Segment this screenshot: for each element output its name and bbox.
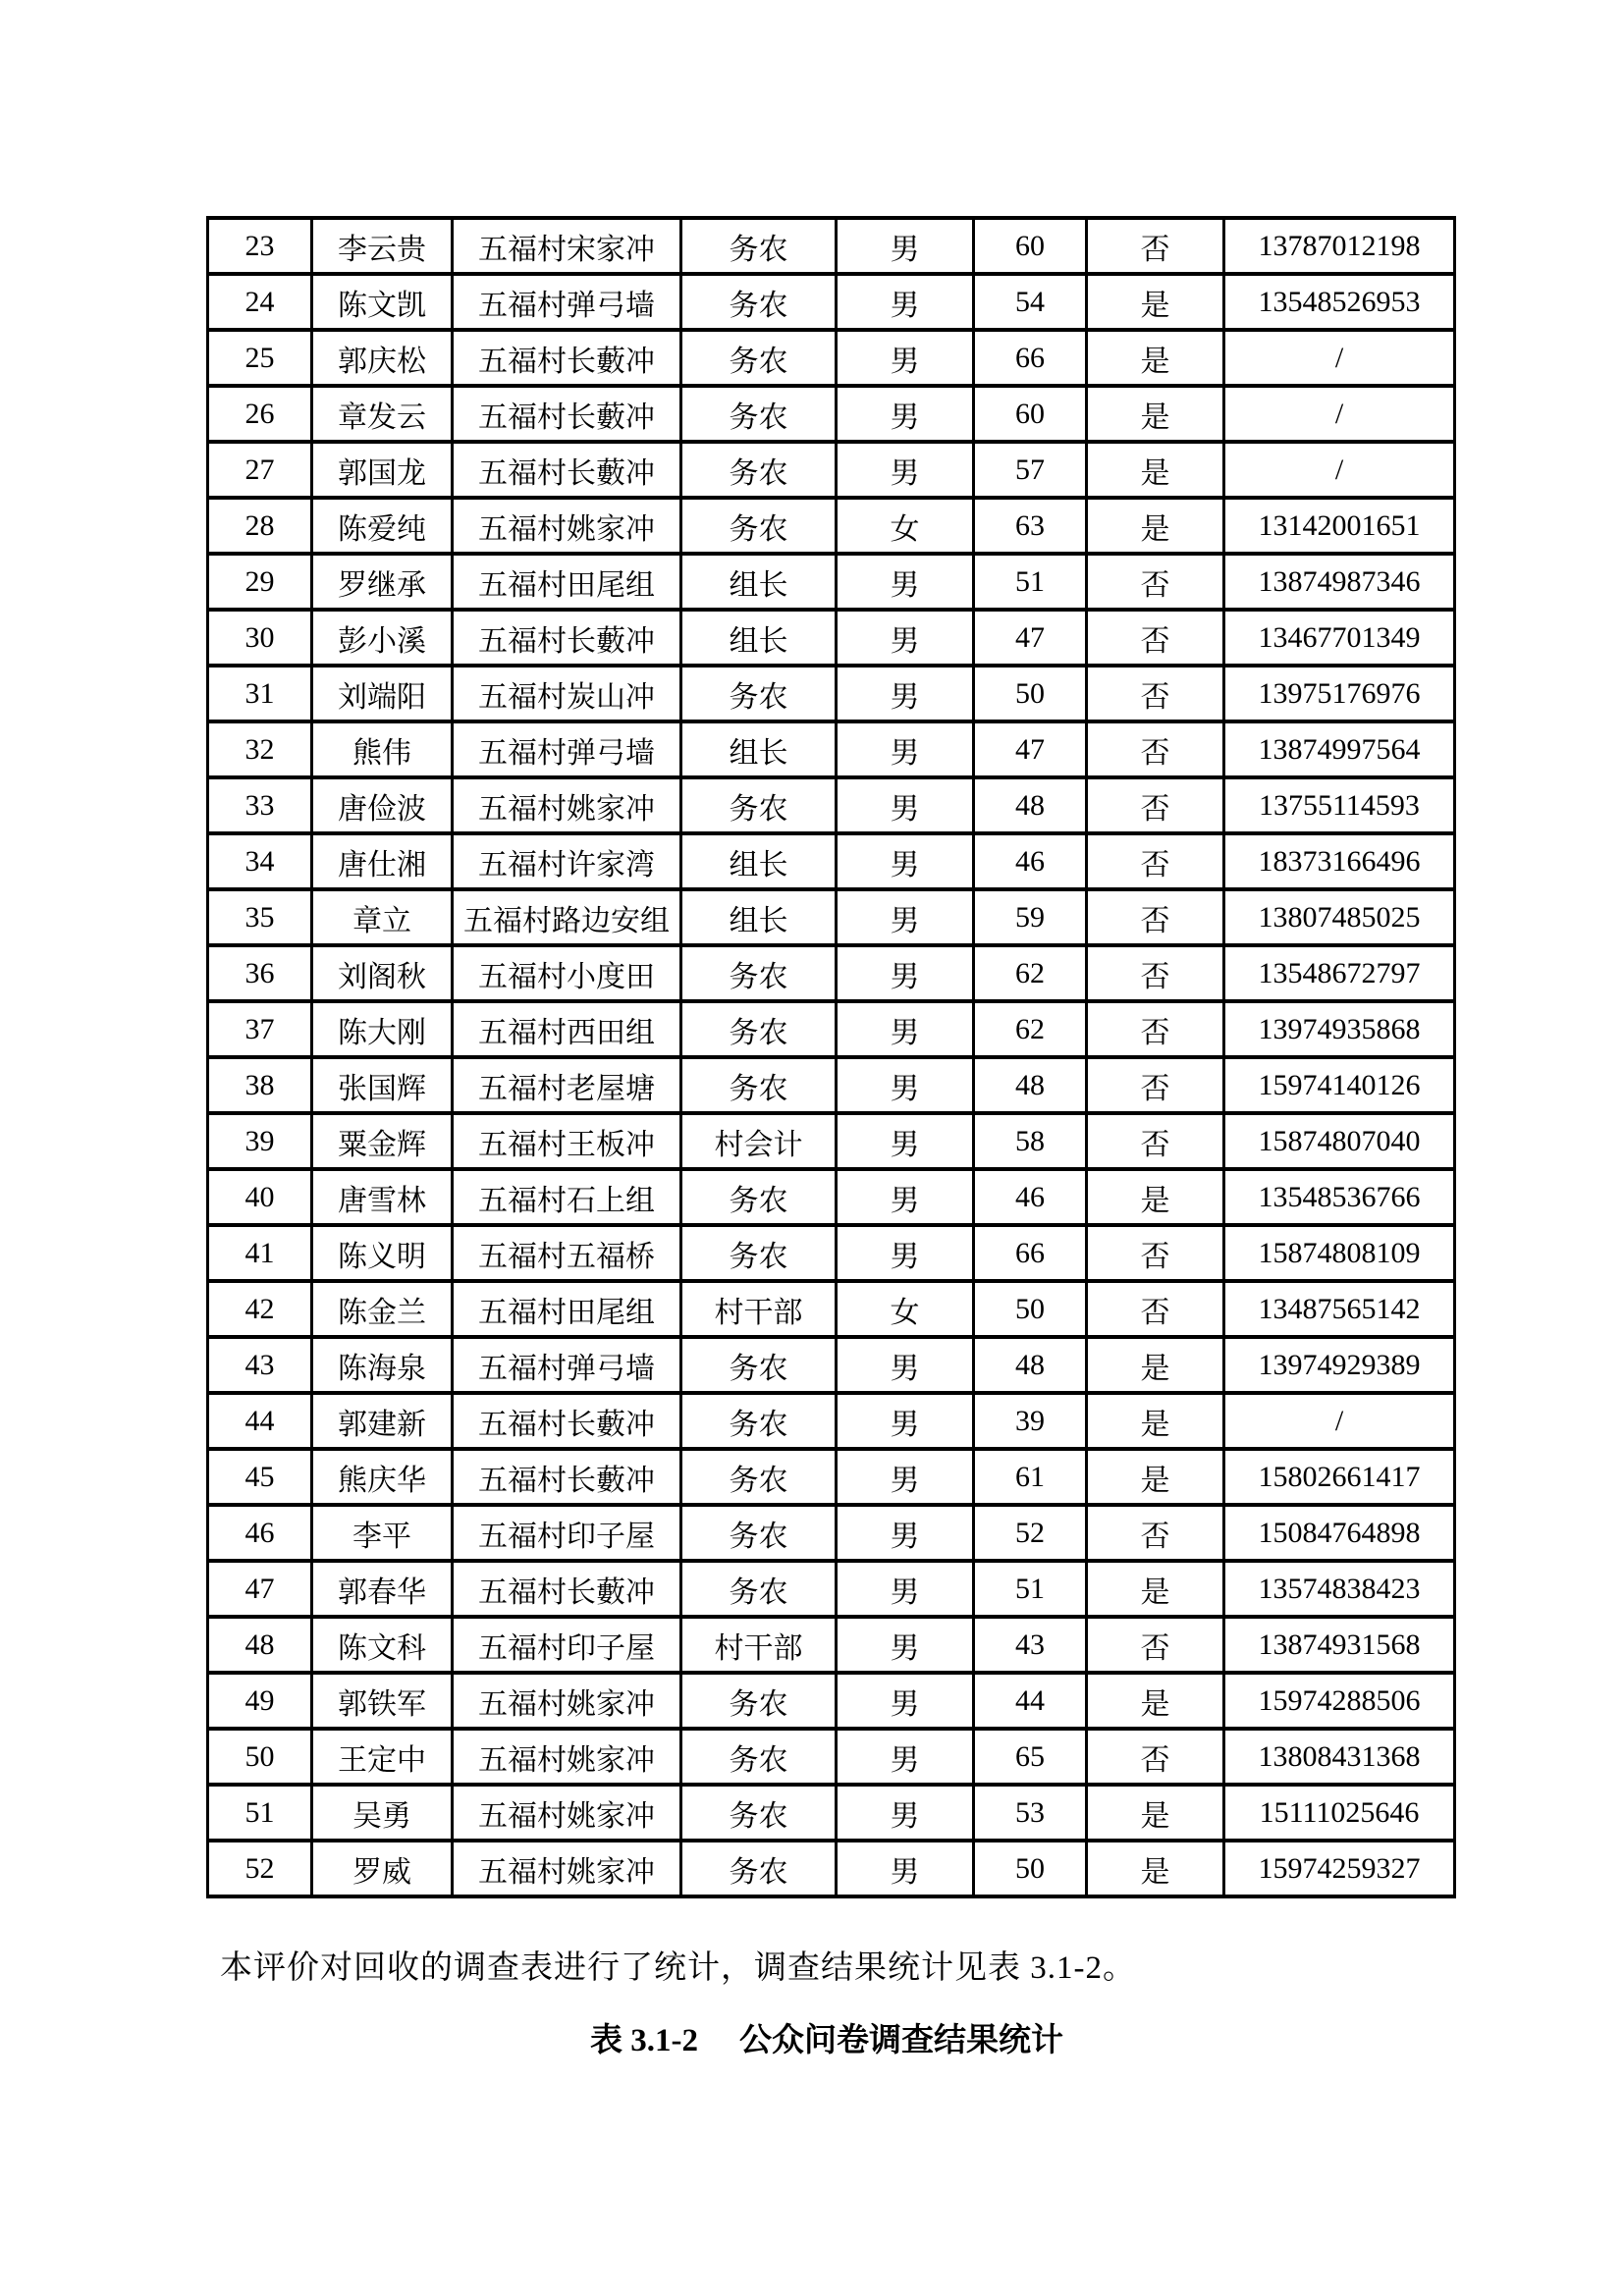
table-cell: 男 [837,386,974,442]
table-caption-title: 公众问卷调查结果统计 [739,2023,1063,2058]
table-cell: 务农 [681,330,837,386]
table-cell: 否 [1087,1505,1224,1561]
table-cell: / [1224,386,1455,442]
table-row [208,498,1455,554]
table-cell: 否 [1087,833,1224,889]
table-cell: 五福村姚家冲 [453,777,681,833]
table-cell: / [1224,330,1455,386]
table-cell: 五福村长藪冲 [453,442,681,498]
table-cell: 五福村西田组 [453,1001,681,1057]
table-cell: 是 [1087,442,1224,498]
table-cell: 务农 [681,1785,837,1841]
table-cell: 男 [837,1505,974,1561]
table-row [208,1841,1455,1896]
table-cell: 是 [1087,1561,1224,1617]
table-cell: 五福村老屋塘 [453,1057,681,1113]
table-cell: 29 [208,554,312,610]
table-cell: 五福村长藪冲 [453,1449,681,1505]
table-cell: 五福村王板冲 [453,1113,681,1169]
table-cell: 47 [208,1561,312,1617]
table-row [208,1393,1455,1449]
table-cell: 男 [837,218,974,274]
table-cell: 男 [837,1393,974,1449]
table-cell: 务农 [681,1729,837,1785]
table-cell: 郭庆松 [312,330,453,386]
table-cell: 44 [974,1673,1087,1729]
table-cell: 五福村田尾组 [453,554,681,610]
table-row [208,554,1455,610]
table-cell: 男 [837,1673,974,1729]
table-cell: 男 [837,330,974,386]
table-cell: 13807485025 [1224,889,1455,945]
table-cell: 43 [974,1617,1087,1673]
table-cell: 五福村炭山冲 [453,666,681,721]
table-row [208,1729,1455,1785]
table-cell: 13874987346 [1224,554,1455,610]
table-cell: 唐仕湘 [312,833,453,889]
table-cell: 男 [837,833,974,889]
table-cell: 五福村姚家冲 [453,1673,681,1729]
table-cell: 50 [974,666,1087,721]
table-cell: 65 [974,1729,1087,1785]
table-cell: 25 [208,330,312,386]
table-cell: 五福村弹弓墙 [453,1337,681,1393]
table-cell: 务农 [681,1057,837,1113]
table-cell: 34 [208,833,312,889]
table-cell: 47 [974,610,1087,666]
table-cell: 男 [837,1113,974,1169]
table-cell: 五福村姚家冲 [453,1729,681,1785]
table-cell: 59 [974,889,1087,945]
table-cell: 48 [208,1617,312,1673]
table-cell: 李云贵 [312,218,453,274]
table-cell: 务农 [681,498,837,554]
table-cell: 28 [208,498,312,554]
table-cell: 刘阁秋 [312,945,453,1001]
table-row [208,1337,1455,1393]
table-cell: 15802661417 [1224,1449,1455,1505]
table-cell: 陈大刚 [312,1001,453,1057]
table-cell: 31 [208,666,312,721]
table-cell: 务农 [681,1001,837,1057]
table-cell: 是 [1087,1337,1224,1393]
table-cell: 是 [1087,274,1224,330]
table-cell: 务农 [681,777,837,833]
table-cell: 否 [1087,1001,1224,1057]
table-cell: 五福村弹弓墙 [453,274,681,330]
table-cell: 陈爱纯 [312,498,453,554]
table-cell: 50 [974,1841,1087,1896]
table-cell: 13787012198 [1224,218,1455,274]
table-cell: 是 [1087,1673,1224,1729]
table-cell: 39 [208,1113,312,1169]
table-cell: 五福村许家湾 [453,833,681,889]
table-cell: 41 [208,1225,312,1281]
table-cell: 五福村石上组 [453,1169,681,1225]
table-cell: 50 [208,1729,312,1785]
body-paragraph: 本评价对回收的调查表进行了统计，调查结果统计见表 3.1-2。 [220,1950,1136,1986]
table-row [208,442,1455,498]
table-cell: 男 [837,1057,974,1113]
table-cell: 38 [208,1057,312,1113]
table-cell: 男 [837,1729,974,1785]
table-cell: 陈义明 [312,1225,453,1281]
table-cell: 60 [974,386,1087,442]
table-cell: 24 [208,274,312,330]
table-cell: 女 [837,498,974,554]
table-cell: 13574838423 [1224,1561,1455,1617]
table-cell: 五福村长藪冲 [453,386,681,442]
table-cell: 48 [974,1057,1087,1113]
table-cell: 15974259327 [1224,1841,1455,1896]
table-cell: 15874808109 [1224,1225,1455,1281]
table-cell: 刘端阳 [312,666,453,721]
table-cell: 否 [1087,218,1224,274]
table-cell: 陈海泉 [312,1337,453,1393]
table-row [208,1225,1455,1281]
table-row [208,610,1455,666]
table-cell: 否 [1087,554,1224,610]
table-cell: 18373166496 [1224,833,1455,889]
respondent-table [206,216,1456,1898]
table-cell: 13755114593 [1224,777,1455,833]
table-cell: 15874807040 [1224,1113,1455,1169]
table-cell: 46 [208,1505,312,1561]
table-cell: 村干部 [681,1281,837,1337]
table-cell: 男 [837,274,974,330]
table-cell: 30 [208,610,312,666]
table-cell: 13548672797 [1224,945,1455,1001]
table-cell: 五福村印子屋 [453,1617,681,1673]
table-cell: 务农 [681,1673,837,1729]
table-cell: 15084764898 [1224,1505,1455,1561]
table-cell: 务农 [681,1169,837,1225]
table-cell: 60 [974,218,1087,274]
table-cell: 唐俭波 [312,777,453,833]
table-cell: 组长 [681,610,837,666]
table-cell: 13548526953 [1224,274,1455,330]
table-row [208,889,1455,945]
table-cell: 27 [208,442,312,498]
table-cell: 女 [837,1281,974,1337]
table-row [208,1561,1455,1617]
table-cell: 五福村姚家冲 [453,1785,681,1841]
table-cell: 是 [1087,1449,1224,1505]
table-cell: 否 [1087,1617,1224,1673]
table-cell: 务农 [681,442,837,498]
table-cell: 村干部 [681,1617,837,1673]
table-cell: 张国辉 [312,1057,453,1113]
table-cell: 是 [1087,1785,1224,1841]
table-cell: 男 [837,1225,974,1281]
table-cell: 男 [837,1001,974,1057]
table-row [208,777,1455,833]
table-row [208,833,1455,889]
table-cell: 唐雪林 [312,1169,453,1225]
table-cell: 否 [1087,721,1224,777]
table-cell: 66 [974,1225,1087,1281]
table-cell: 39 [974,1393,1087,1449]
table-cell: 13808431368 [1224,1729,1455,1785]
table-cell: 熊庆华 [312,1449,453,1505]
table-cell: 43 [208,1337,312,1393]
table-cell: 男 [837,1561,974,1617]
table-cell: 男 [837,777,974,833]
table-cell: 务农 [681,1393,837,1449]
table-cell: 务农 [681,386,837,442]
table-cell: 彭小溪 [312,610,453,666]
table-cell: 男 [837,554,974,610]
table-row [208,218,1455,274]
table-cell: 务农 [681,1225,837,1281]
table-cell: 务农 [681,218,837,274]
table-cell: 章立 [312,889,453,945]
table-cell: 63 [974,498,1087,554]
table-cell: 是 [1087,1393,1224,1449]
table-cell: 52 [974,1505,1087,1561]
table-row [208,1113,1455,1169]
table-cell: 13974929389 [1224,1337,1455,1393]
table-cell: 务农 [681,666,837,721]
table-cell: 郭建新 [312,1393,453,1449]
table-cell: 陈文凯 [312,274,453,330]
table-cell: 五福村宋家冲 [453,218,681,274]
table-cell: 五福村小度田 [453,945,681,1001]
table-cell: 32 [208,721,312,777]
table-cell: 62 [974,945,1087,1001]
table-cell: 陈文科 [312,1617,453,1673]
table-cell: 48 [974,777,1087,833]
table-cell: 15974140126 [1224,1057,1455,1113]
table-cell: 46 [974,1169,1087,1225]
table-cell: 否 [1087,1225,1224,1281]
table-cell: 五福村弹弓墙 [453,721,681,777]
table-row [208,1001,1455,1057]
table-cell: 26 [208,386,312,442]
table-cell: 51 [974,554,1087,610]
table-cell: / [1224,1393,1455,1449]
table-row [208,274,1455,330]
table-cell: 66 [974,330,1087,386]
table-cell: 五福村长藪冲 [453,1393,681,1449]
table-cell: 46 [974,833,1087,889]
table-row [208,1505,1455,1561]
table-cell: 42 [208,1281,312,1337]
table-cell: 五福村田尾组 [453,1281,681,1337]
table-body [208,218,1455,1896]
table-cell: 组长 [681,833,837,889]
table-cell: 51 [208,1785,312,1841]
table-cell: 是 [1087,330,1224,386]
table-cell: 男 [837,442,974,498]
table-cell: 否 [1087,610,1224,666]
table-cell: 男 [837,1169,974,1225]
table-row [208,1617,1455,1673]
table-cell: 五福村姚家冲 [453,498,681,554]
table-cell: 男 [837,610,974,666]
table-cell: 50 [974,1281,1087,1337]
table-cell: 郭春华 [312,1561,453,1617]
table-row [208,1673,1455,1729]
table-cell: 49 [208,1673,312,1729]
table-cell: 否 [1087,945,1224,1001]
table-cell: 村会计 [681,1113,837,1169]
table-cell: 否 [1087,777,1224,833]
table-cell: 罗继承 [312,554,453,610]
table-cell: 李平 [312,1505,453,1561]
table-cell: 15974288506 [1224,1673,1455,1729]
table-row [208,1449,1455,1505]
table-cell: 郭铁军 [312,1673,453,1729]
table-cell: 54 [974,274,1087,330]
table-cell: 37 [208,1001,312,1057]
table-cell: 郭国龙 [312,442,453,498]
table-cell: 男 [837,666,974,721]
table-cell: 五福村长藪冲 [453,1561,681,1617]
table-cell: 53 [974,1785,1087,1841]
table-cell: 吴勇 [312,1785,453,1841]
table-cell: 五福村长藪冲 [453,610,681,666]
table-cell: 务农 [681,274,837,330]
table-cell: 组长 [681,889,837,945]
table-cell: 男 [837,945,974,1001]
table-cell: 王定中 [312,1729,453,1785]
table-cell: 47 [974,721,1087,777]
table-cell: 44 [208,1393,312,1449]
table-cell: 33 [208,777,312,833]
table-cell: 男 [837,1337,974,1393]
table-cell: 务农 [681,1561,837,1617]
table-cell: 组长 [681,554,837,610]
table-cell: 否 [1087,666,1224,721]
table-row [208,1169,1455,1225]
table-cell: 男 [837,721,974,777]
table-row [208,386,1455,442]
table-row [208,1281,1455,1337]
table-cell: 是 [1087,1169,1224,1225]
table-cell: 是 [1087,386,1224,442]
table-row [208,945,1455,1001]
table-cell: 五福村长藪冲 [453,330,681,386]
table-cell: 务农 [681,1337,837,1393]
table-cell: 务农 [681,1841,837,1896]
table-cell: 35 [208,889,312,945]
table-row [208,666,1455,721]
table-cell: 否 [1087,889,1224,945]
table-cell: 13874931568 [1224,1617,1455,1673]
table-cell: 五福村姚家冲 [453,1841,681,1896]
table-cell: 五福村五福桥 [453,1225,681,1281]
table-cell: 52 [208,1841,312,1896]
table-cell: 13874997564 [1224,721,1455,777]
table-cell: 男 [837,1617,974,1673]
table-cell: 五福村路边安组 [453,889,681,945]
table-cell: 男 [837,889,974,945]
table-cell: 15111025646 [1224,1785,1455,1841]
table-cell: 陈金兰 [312,1281,453,1337]
table-caption-label: 表 3.1-2 [590,2023,698,2058]
table-cell: / [1224,442,1455,498]
table-cell: 罗威 [312,1841,453,1896]
table-cell: 是 [1087,498,1224,554]
table-cell: 务农 [681,945,837,1001]
table-cell: 否 [1087,1729,1224,1785]
table-cell: 是 [1087,1841,1224,1896]
table-cell: 否 [1087,1057,1224,1113]
table-cell: 51 [974,1561,1087,1617]
table-cell: 否 [1087,1281,1224,1337]
table-cell: 23 [208,218,312,274]
table-cell: 45 [208,1449,312,1505]
table-cell: 48 [974,1337,1087,1393]
table-cell: 13975176976 [1224,666,1455,721]
table-cell: 13467701349 [1224,610,1455,666]
table-cell: 务农 [681,1449,837,1505]
table-cell: 男 [837,1841,974,1896]
table-cell: 五福村印子屋 [453,1505,681,1561]
table-cell: 熊伟 [312,721,453,777]
table-cell: 13487565142 [1224,1281,1455,1337]
table-cell: 组长 [681,721,837,777]
table-caption [0,2014,1624,2060]
table-cell: 62 [974,1001,1087,1057]
table-row [208,1057,1455,1113]
table-cell: 章发云 [312,386,453,442]
table-cell: 40 [208,1169,312,1225]
table-cell: 否 [1087,1113,1224,1169]
table-row [208,330,1455,386]
table-cell: 58 [974,1113,1087,1169]
table-cell: 13548536766 [1224,1169,1455,1225]
table-cell: 男 [837,1449,974,1505]
table-cell: 57 [974,442,1087,498]
table-row [208,1785,1455,1841]
table-cell: 男 [837,1785,974,1841]
table-cell: 粟金辉 [312,1113,453,1169]
table-cell: 13142001651 [1224,498,1455,554]
table-cell: 务农 [681,1505,837,1561]
table-cell: 36 [208,945,312,1001]
table-cell: 61 [974,1449,1087,1505]
table-row [208,721,1455,777]
table-cell: 13974935868 [1224,1001,1455,1057]
